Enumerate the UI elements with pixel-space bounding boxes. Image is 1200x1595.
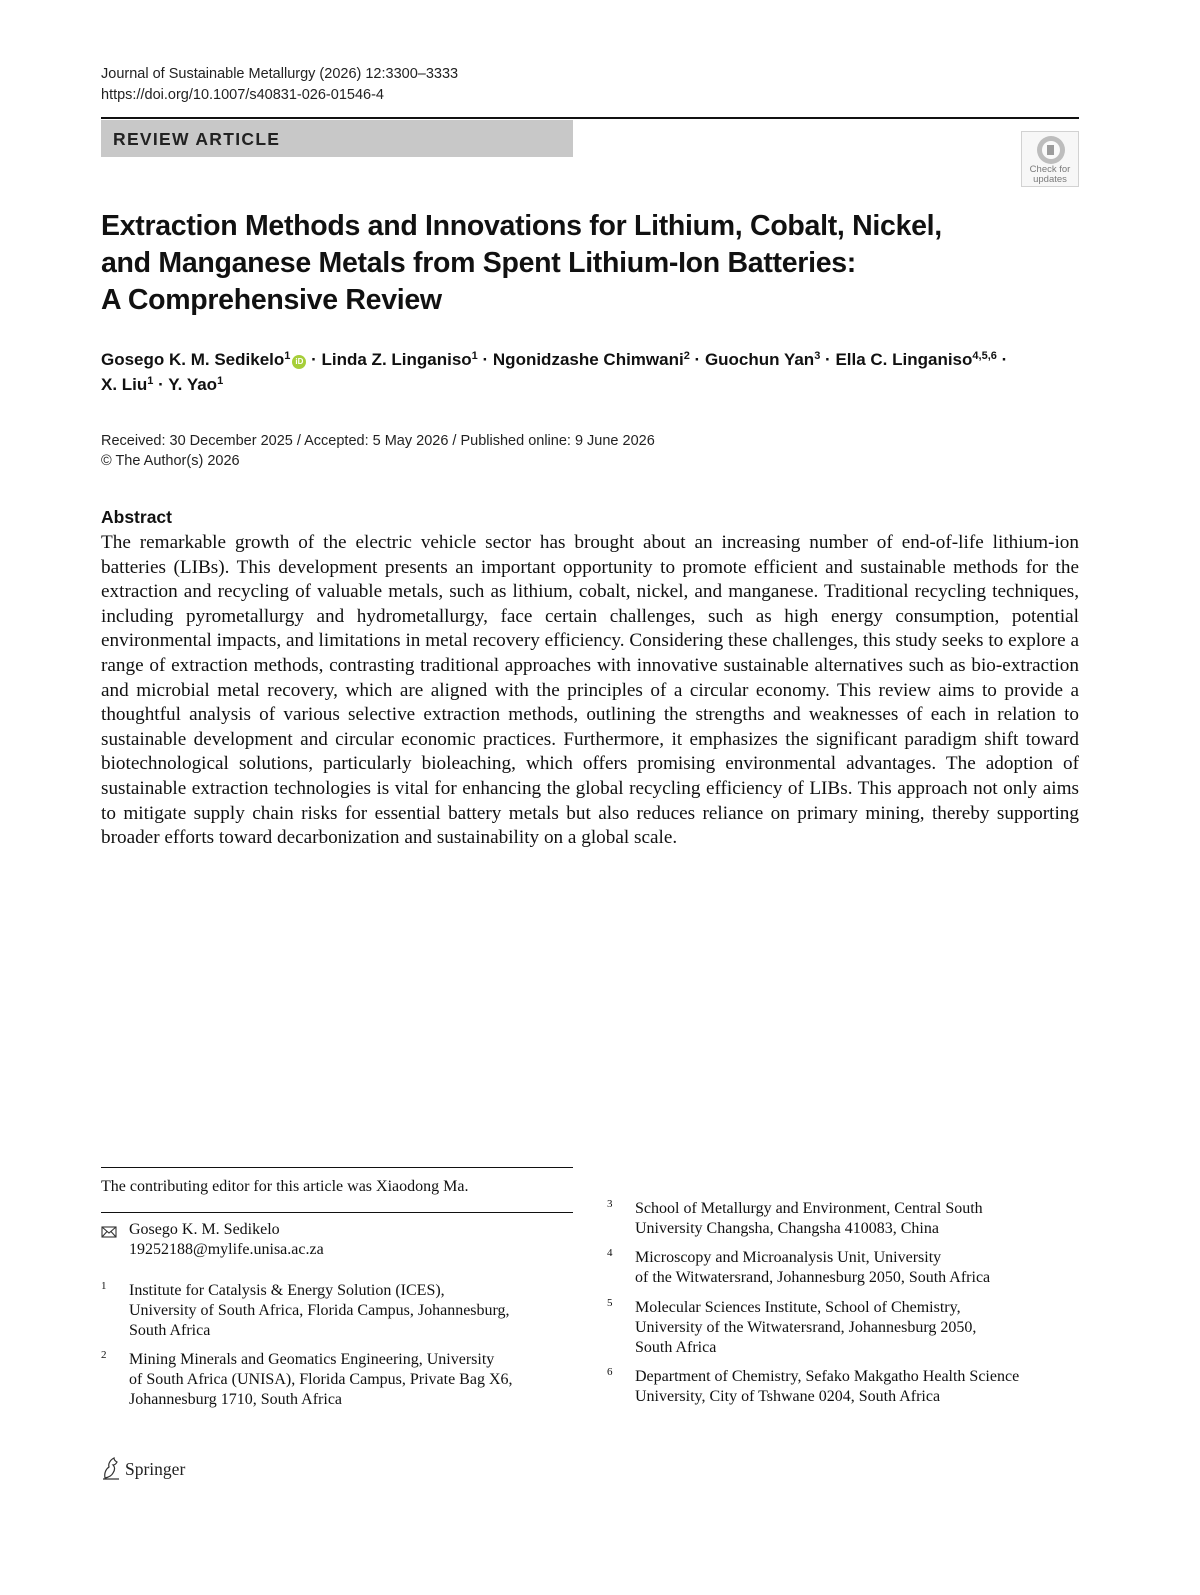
affiliation-number: 4 [607, 1247, 613, 1259]
check-badge-ring [1037, 136, 1065, 164]
affiliation-line: School of Metallurgy and Environment, Central South [635, 1200, 983, 1217]
journal-header [101, 64, 458, 106]
affiliation-line: of South Africa (UNISA), Florida Campus, Private Bag X6, [129, 1371, 513, 1388]
affiliation-line: Mining Minerals and Geomatics Engineering, University [129, 1351, 495, 1368]
author-separator: · [820, 350, 836, 369]
author-name[interactable]: Guochun Yan [704, 350, 815, 369]
header-rule [101, 117, 1079, 119]
affiliation-line: University Changsha, Changsha 410083, China [635, 1220, 939, 1237]
corresponding-name: Gosego K. M. Sedikelo [129, 1221, 280, 1238]
corresponding-email[interactable]: 19252188@mylife.unisa.ac.za [129, 1241, 324, 1258]
affiliation-line: Institute for Catalysis & Energy Solution (ICES), [129, 1282, 445, 1299]
abstract-heading: Abstract [101, 507, 172, 527]
doi-link[interactable]: https://doi.org/10.1007/s40831-026-01546-4 [101, 87, 384, 103]
author-affiliation: 2 [683, 350, 690, 362]
author-separator: · [153, 375, 169, 394]
footnote-rule [101, 1212, 573, 1213]
history-dates: Received: 30 December 2025 / Accepted: 5 May 2026 / Published online: 9 June 2026 [101, 433, 655, 449]
corresponding-author [129, 1220, 324, 1260]
footnote-rule [101, 1167, 573, 1168]
author-affiliation: 3 [814, 350, 821, 362]
publication-dates [101, 431, 655, 471]
author-separator: · [477, 350, 493, 369]
author-separator: · [996, 350, 1008, 369]
affiliation-line: South Africa [635, 1339, 717, 1356]
author-separator: · [306, 350, 322, 369]
author-affiliation: 1 [147, 375, 154, 387]
author-affiliation: 1 [284, 350, 291, 362]
affiliation-4 [635, 1248, 1055, 1288]
affiliation-line: University, City of Tshwane 0204, South Africa [635, 1388, 941, 1405]
orcid-icon[interactable]: iD [292, 355, 306, 369]
title-line-3: A Comprehensive Review [101, 284, 442, 316]
check-badge-line1: Check for [1029, 164, 1071, 175]
envelope-icon [101, 1224, 117, 1240]
check-for-updates-icon[interactable] [1021, 131, 1079, 187]
title-line-1: Extraction Methods and Innovations for Lithium, Cobalt, Nickel, [101, 210, 942, 242]
author-name[interactable]: Linda Z. Linganiso [321, 350, 472, 369]
article-type-label: REVIEW ARTICLE [113, 129, 281, 149]
affiliation-line: Department of Chemistry, Sefako Makgatho Health Science [635, 1368, 1020, 1385]
copyright: © The Author(s) 2026 [101, 453, 240, 469]
author-affiliation: 1 [471, 350, 478, 362]
affiliation-number: 6 [607, 1366, 613, 1378]
affiliation-line: University of the Witwatersrand, Johannesburg 2050, [635, 1319, 977, 1336]
affiliation-1 [129, 1281, 549, 1341]
affiliation-number: 2 [101, 1349, 107, 1361]
affiliation-line: University of South Africa, Florida Campus, Johannesburg, [129, 1302, 510, 1319]
check-badge-line2: updates [1033, 174, 1067, 185]
affiliation-2 [129, 1350, 549, 1410]
author-name[interactable]: Ella C. Linganiso [835, 350, 973, 369]
author-name[interactable]: Ngonidzashe Chimwani [492, 350, 684, 369]
author-affiliation: 1 [217, 375, 224, 387]
affiliation-number: 3 [607, 1198, 613, 1210]
springer-horse-icon [101, 1456, 121, 1480]
article-title [101, 208, 1001, 319]
affiliation-line: of the Witwatersrand, Johannesburg 2050, South Africa [635, 1269, 991, 1286]
title-line-2: and Manganese Metals from Spent Lithium-Ion Batteries: [101, 247, 856, 279]
author-affiliation: 4,5,6 [972, 350, 997, 362]
author-list [101, 347, 1081, 397]
affiliation-line: Johannesburg 1710, South Africa [129, 1391, 343, 1408]
author-name[interactable]: X. Liu [101, 375, 148, 394]
affiliation-number: 1 [101, 1280, 107, 1292]
author-separator: · [689, 350, 705, 369]
affiliation-3 [635, 1199, 1055, 1239]
publisher-name: Springer [125, 1459, 186, 1479]
contributing-editor-note: The contributing editor for this article was Xiaodong Ma. [101, 1178, 469, 1195]
journal-citation: Journal of Sustainable Metallurgy (2026) 12:3300–3333 [101, 66, 459, 82]
author-name[interactable]: Gosego K. M. Sedikelo [101, 350, 285, 369]
affiliation-5 [635, 1298, 1055, 1358]
affiliation-line: South Africa [129, 1322, 211, 1339]
affiliation-number: 5 [607, 1297, 613, 1309]
affiliation-line: Microscopy and Microanalysis Unit, University [635, 1249, 942, 1266]
abstract-text: The remarkable growth of the electric vehicle sector has brought about an increasing number of end-of-life lithium-ion batteries (LIBs). This development presents an important opportunity to promote efficient and sustainable methods for the extraction and recycling of valuable metals, such as lithium, cobalt, nickel, and manganese. Traditional recycling techniques, including pyrometallurgy and hydrometallurgy, face certain challenges, such as high energy consumption, potential environmental impacts, and limitations in metal recovery efficiency. Considering these challenges, this study seeks to explore a range of extraction methods, contrasting traditional approaches with innovative sustainable alternatives such as bio-extraction and microbial metal recovery, which are aligned with the principles of a circular economy. This review aims to provide a thoughtful analysis of various selective extraction methods, outlining the strengths and weaknesses of each in relation to sustainable development and circular economic practices. Furthermore, it emphasizes the significant paradigm shift toward biotechnological solutions, particularly bioleaching, which offers promising environmental advantages. The adoption of sustainable extraction technologies is vital for enhancing the global recycling efficiency of LIBs. This approach not only aims to mitigate supply chain risks for essential battery metals but also reduces reliance on primary mining, thereby supporting broader efforts toward decarbonization and sustainability on a global scale. [101, 532, 1079, 849]
author-name[interactable]: Y. Yao [168, 375, 218, 394]
affiliation-6 [635, 1367, 1055, 1407]
affiliation-line: Molecular Sciences Institute, School of Chemistry, [635, 1299, 961, 1316]
